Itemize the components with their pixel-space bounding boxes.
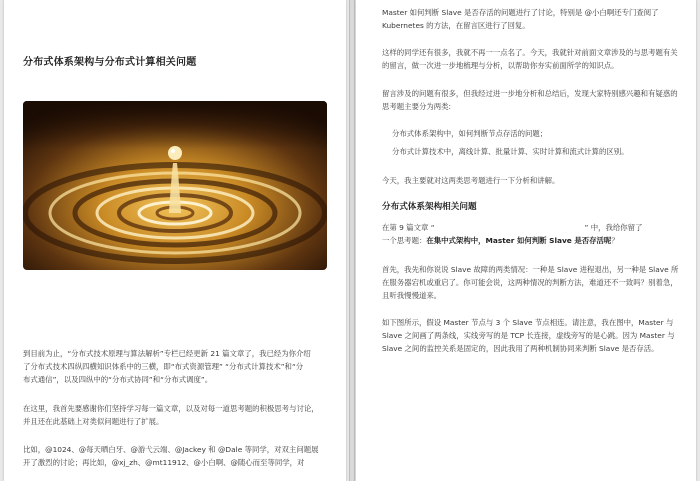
water-drop-image xyxy=(23,101,327,270)
mentions-paragraph-line-2: 开了激烈的讨论；再比如，@xj_zh、@mt11912、@小白啊、@随心而至等同学，对 xyxy=(23,458,305,467)
thanks-paragraph-line-1: 在这里，我首先要感谢你们坚持学习每一篇文章，以及对每一道思考题的积极思考与讨论， xyxy=(23,404,319,413)
thanks-paragraph-line-2: 并且还在此基础上对类似问题进行了扩展。 xyxy=(23,417,164,426)
topic-list-item-2: 分布式计算技术中，离线计算、批量计算、实时计算和流式计算的区别。 xyxy=(392,147,629,156)
article-title: 分布式体系架构与分布式计算相关问题 xyxy=(23,57,197,68)
intro-paragraph-line-1: 到目前为止，“分布式技术原理与算法解析”专栏已经更新 21 篇文章了，我已经为你介绍 xyxy=(23,349,311,358)
failure-paragraph-line-3: 且听我慢慢道来。 xyxy=(382,291,442,300)
question-line-2-start: 一个思考题： xyxy=(382,236,427,245)
question-bold-text: 在集中式架构中，Master 如何判断 Slave 是否存活呢 xyxy=(426,236,612,245)
review-paragraph-line-2: 的留言，做一次进一步地梳理与分析，以帮助你夯实前面所学的知识点。 xyxy=(382,61,619,70)
question-line-1-end: ” 中，我给你留了 xyxy=(584,223,643,232)
section-heading: 分布式体系架构相关问题 xyxy=(382,202,477,212)
page-divider xyxy=(349,0,355,481)
topics-paragraph-line-1: 留言涉及的问题有很多，但我经过进一步地分析和总结后，发现大家特别感兴趣和有疑惑的 xyxy=(382,89,678,98)
continued-paragraph-line-2: Kubernetes 的方法，在留言区进行了回复。 xyxy=(382,21,530,30)
document-page-right xyxy=(356,0,696,481)
diagram-paragraph-line-2: Slave 之间画了两条线，实线旁写的是 TCP 长连接，虚线旁写的是心跳。因为 Master 与 xyxy=(382,331,675,340)
diagram-paragraph-line-3: Slave 之间的监控关系是固定的，因此我用了两种机制协同来判断 Slave 是否存活。 xyxy=(382,344,659,353)
failure-paragraph-line-2: 在服务器宕机或重启了。你可能会说，这两种情况的判断方法，难道还不一致吗？别着急， xyxy=(382,278,678,287)
document-page-left xyxy=(4,0,346,481)
question-line-1-start: 在第 9 篇文章 “ xyxy=(382,223,435,232)
intro-paragraph-line-2: 了分布式技术四纵四横知识体系中的三横，即“布式资源管理” “分布式计算技术”和“分 xyxy=(23,362,304,371)
intro-paragraph-line-3: 布式通信”，以及四纵中的“分布式协同”和“分布式调度”。 xyxy=(23,375,213,384)
question-line-2 xyxy=(382,234,619,247)
plan-paragraph: 今天，我主要就对这两类思考题进行一下分析和讲解。 xyxy=(382,176,560,185)
topics-paragraph-line-2: 思考题主要分为两类: xyxy=(382,102,452,111)
review-paragraph-line-1: 这样的同学还有很多，我就不再一一点名了。今天，我就针对前面文章涉及的与思考题有关 xyxy=(382,48,678,57)
question-line-1 xyxy=(382,221,642,234)
continued-paragraph-line-1: Master 如何判断 Slave 是否存活的问题进行了讨论，特别是 @小白啊还专门查阅了 xyxy=(382,8,659,17)
water-drop-photo-graphic xyxy=(23,101,327,270)
question-line-2-end: ？ xyxy=(611,236,619,245)
failure-paragraph-line-1: 首先，我先和你说说 Slave 故障的两类情况：一种是 Slave 进程退出，另一种是 Slave 所 xyxy=(382,265,679,274)
mentions-paragraph-line-1: 比如，@1024、@每天晒白牙、@游弋云端、@Jackey 和 @Dale 等同学，对双主问题展 xyxy=(23,445,319,454)
diagram-paragraph-line-1: 如下图所示，假设 Master 节点与 3 个 Slave 节点相连。请注意，我在图中，Master 与 xyxy=(382,318,674,327)
topic-list-item-1: 分布式体系架构中，如何判断节点存活的问题； xyxy=(392,129,548,138)
